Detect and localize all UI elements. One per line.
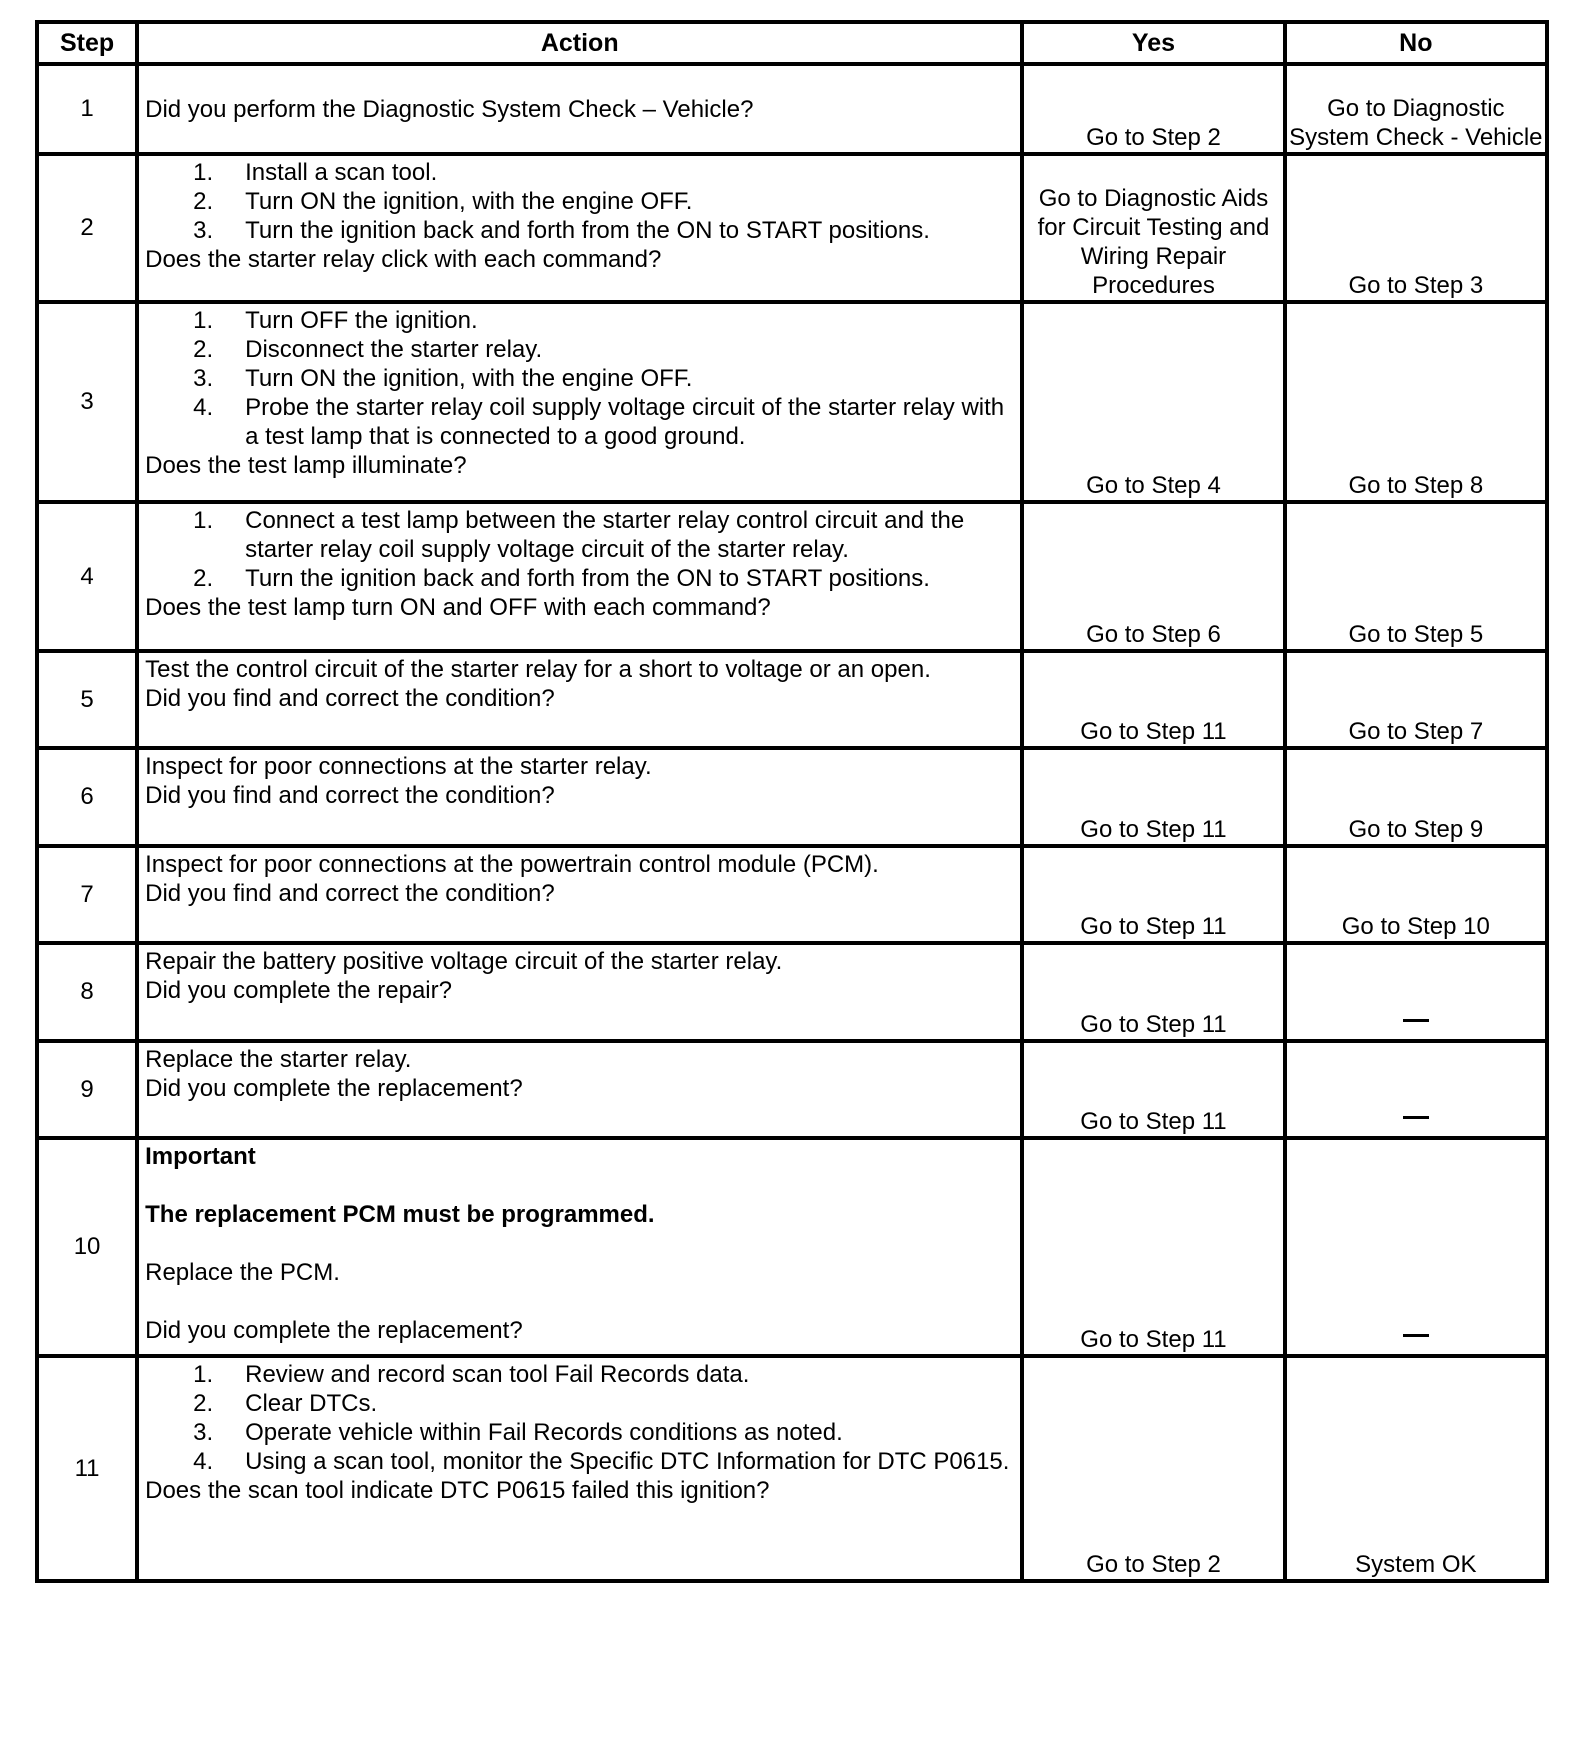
question-text: Did you find and correct the condition? — [145, 782, 555, 809]
action-text: Replace the starter relay. — [145, 1046, 412, 1073]
table-row — [37, 302, 1547, 502]
yes-cell: Go to Step 11 — [1022, 943, 1284, 1041]
yes-cell: Go to Step 2 — [1022, 64, 1284, 154]
question-text: Does the starter relay click with each command? — [145, 246, 662, 273]
list-item: 2. Turn ON the ignition, with the engine OFF. — [193, 188, 693, 215]
table-row — [37, 651, 1547, 748]
question-text: Did you find and correct the condition? — [145, 880, 555, 907]
step-number: 11 — [37, 1356, 137, 1581]
dash-mark — [1403, 1334, 1429, 1337]
dash-mark — [1403, 1116, 1429, 1119]
yes-cell: Go to Step 2 — [1022, 1356, 1284, 1581]
action-cell — [137, 1138, 1022, 1356]
question-text: Did you find and correct the condition? — [145, 685, 555, 712]
no-cell: Go to Diagnostic System Check - Vehicle — [1285, 64, 1547, 154]
action-cell — [137, 1356, 1022, 1581]
action-steps — [145, 506, 1014, 593]
list-item: 4. Probe the starter relay coil supply voltage circuit of the starter relay with a test lamp that is connected to a good ground. — [193, 394, 1005, 450]
action-cell — [137, 651, 1022, 748]
step-number: 8 — [37, 943, 137, 1041]
action-steps — [145, 306, 1014, 451]
question-text: Does the test lamp illuminate? — [145, 452, 467, 479]
list-item: 2. Clear DTCs. — [193, 1390, 378, 1417]
action-cell — [137, 302, 1022, 502]
no-cell: Go to Step 10 — [1285, 846, 1547, 943]
step-number: 3 — [37, 302, 137, 502]
action-text: Repair the battery positive voltage circuit of the starter relay. — [145, 948, 783, 975]
action-cell — [137, 502, 1022, 651]
step-number: 2 — [37, 154, 137, 302]
table-row — [37, 748, 1547, 846]
list-item: 1. Connect a test lamp between the starter relay control circuit and the starter relay coil supply voltage circuit of the starter relay. — [193, 507, 965, 563]
action-text: Replace the PCM. — [145, 1259, 340, 1286]
yes-cell: Go to Step 11 — [1022, 1041, 1284, 1138]
step-number: 7 — [37, 846, 137, 943]
yes-cell: Go to Diagnostic Aids for Circuit Testing and Wiring Repair Procedures — [1022, 154, 1284, 302]
important-note: The replacement PCM must be programmed. — [145, 1201, 655, 1228]
no-cell — [1285, 943, 1547, 1041]
diagnostic-table — [35, 20, 1549, 1583]
header-yes: Yes — [1022, 22, 1284, 64]
action-cell — [137, 943, 1022, 1041]
action-text: Did you perform the Diagnostic System Check – Vehicle? — [145, 95, 754, 123]
important-label: Important — [145, 1143, 256, 1170]
list-item: 3. Operate vehicle within Fail Records conditions as noted. — [193, 1419, 843, 1446]
no-cell: Go to Step 3 — [1285, 154, 1547, 302]
table-row — [37, 64, 1547, 154]
action-text: Test the control circuit of the starter relay for a short to voltage or an open. — [145, 656, 931, 683]
action-steps — [145, 1360, 1014, 1476]
no-cell — [1285, 1138, 1547, 1356]
yes-cell: Go to Step 11 — [1022, 748, 1284, 846]
table-row — [37, 1356, 1547, 1581]
step-number: 9 — [37, 1041, 137, 1138]
question-text: Did you complete the replacement? — [145, 1075, 523, 1102]
list-item: 3. Turn ON the ignition, with the engine OFF. — [193, 365, 693, 392]
yes-cell: Go to Step 4 — [1022, 302, 1284, 502]
action-cell — [137, 846, 1022, 943]
step-number: 1 — [37, 64, 137, 154]
table-row — [37, 846, 1547, 943]
question-text: Does the test lamp turn ON and OFF with each command? — [145, 594, 771, 621]
no-cell: Go to Step 7 — [1285, 651, 1547, 748]
step-number: 6 — [37, 748, 137, 846]
no-cell — [1285, 1041, 1547, 1138]
header-step: Step — [37, 22, 137, 64]
list-item: 2. Disconnect the starter relay. — [193, 336, 543, 363]
action-cell — [137, 748, 1022, 846]
no-cell: Go to Step 8 — [1285, 302, 1547, 502]
list-item: 4. Using a scan tool, monitor the Specific DTC Information for DTC P0615. — [193, 1448, 1010, 1475]
action-cell — [137, 154, 1022, 302]
no-cell: Go to Step 9 — [1285, 748, 1547, 846]
list-item: 1. Review and record scan tool Fail Records data. — [193, 1361, 750, 1388]
action-steps — [145, 158, 1014, 245]
table-row — [37, 943, 1547, 1041]
action-text: Inspect for poor connections at the starter relay. — [145, 753, 652, 780]
step-number: 5 — [37, 651, 137, 748]
question-text: Did you complete the repair? — [145, 977, 452, 1004]
action-cell — [137, 1041, 1022, 1138]
list-item: 1. Turn OFF the ignition. — [193, 307, 478, 334]
step-number: 10 — [37, 1138, 137, 1356]
yes-cell: Go to Step 11 — [1022, 846, 1284, 943]
dash-mark — [1403, 1019, 1429, 1022]
list-item: 2. Turn the ignition back and forth from the ON to START positions. — [193, 565, 930, 592]
table-row — [37, 154, 1547, 302]
yes-cell: Go to Step 11 — [1022, 1138, 1284, 1356]
list-item: 3. Turn the ignition back and forth from the ON to START positions. — [193, 217, 930, 244]
question-text: Did you complete the replacement? — [145, 1317, 523, 1344]
list-item: 1. Install a scan tool. — [193, 159, 438, 186]
yes-cell: Go to Step 11 — [1022, 651, 1284, 748]
no-cell: Go to Step 5 — [1285, 502, 1547, 651]
table-row — [37, 502, 1547, 651]
header-row — [37, 22, 1547, 64]
no-cell: System OK — [1285, 1356, 1547, 1581]
yes-cell: Go to Step 6 — [1022, 502, 1284, 651]
action-cell — [137, 64, 1022, 154]
header-no: No — [1285, 22, 1547, 64]
header-action: Action — [137, 22, 1022, 64]
step-number: 4 — [37, 502, 137, 651]
action-text: Inspect for poor connections at the powertrain control module (PCM). — [145, 851, 879, 878]
table-row — [37, 1138, 1547, 1356]
table-row — [37, 1041, 1547, 1138]
question-text: Does the scan tool indicate DTC P0615 failed this ignition? — [145, 1477, 770, 1504]
